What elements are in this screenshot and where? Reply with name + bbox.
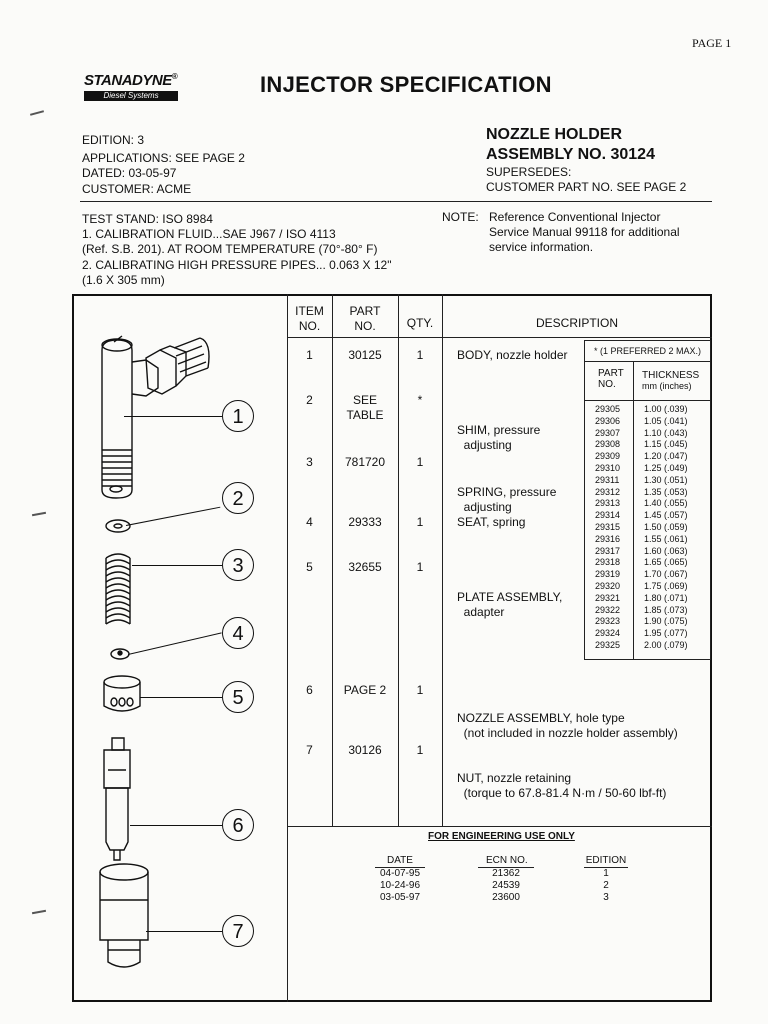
eng-date: 04-07-95 bbox=[379, 868, 421, 879]
shim-part-number: 29320 bbox=[595, 580, 621, 591]
body-nozzle-holder-icon bbox=[102, 336, 209, 498]
shim-part-number: 29306 bbox=[595, 415, 621, 426]
shim-part-number: 29321 bbox=[595, 592, 621, 603]
shim-part-number: 29310 bbox=[595, 462, 621, 473]
description: SHIM, pressure adjusting bbox=[457, 423, 541, 452]
eng-header-date: DATE bbox=[387, 855, 413, 866]
exploded-view-drawing bbox=[74, 300, 286, 1000]
part-number: SEE TABLE bbox=[346, 393, 384, 422]
eng-ecn: 24539 bbox=[492, 880, 520, 891]
shim-thickness: 1.45 (.057) bbox=[644, 510, 688, 521]
col-divider-qty bbox=[442, 294, 443, 826]
pressure-pipes: 2. CALIBRATING HIGH PRESSURE PIPES... 0.063 X 12" bbox=[82, 258, 392, 272]
callout-1: 1 bbox=[222, 400, 254, 432]
shim-col-part: PART NO. bbox=[598, 368, 624, 390]
engineering-title: FOR ENGINEERING USE ONLY bbox=[428, 831, 575, 842]
shim-thickness: 1.50 (.059) bbox=[644, 521, 688, 532]
header-item: ITEM NO. bbox=[295, 304, 324, 333]
company-logo: STANADYNE® bbox=[84, 72, 178, 89]
shim-rows bbox=[584, 404, 712, 652]
shim-row bbox=[584, 416, 712, 428]
eng-edition: 3 bbox=[603, 892, 609, 903]
shim-thickness: 1.65 (.065) bbox=[644, 557, 688, 568]
shim-row bbox=[584, 498, 712, 510]
quantity: 1 bbox=[416, 455, 424, 469]
shim-part-number: 29323 bbox=[595, 616, 621, 627]
shim-thickness: 1.20 (.047) bbox=[644, 451, 688, 462]
nozzle-nut-icon bbox=[100, 864, 148, 967]
shim-part-number: 29322 bbox=[595, 604, 621, 615]
punch-mark bbox=[32, 512, 46, 516]
punch-mark bbox=[30, 110, 44, 116]
item-number: 2 bbox=[306, 393, 313, 407]
applications-field: APPLICATIONS: SEE PAGE 2 bbox=[82, 151, 245, 165]
part-number: 30125 bbox=[348, 348, 382, 362]
shim-part-number: 29312 bbox=[595, 486, 621, 497]
shim-part-number: 29313 bbox=[595, 498, 621, 509]
shim-part-number: 29316 bbox=[595, 533, 621, 544]
eng-header-ecn: ECN NO. bbox=[486, 855, 528, 866]
callout-leader bbox=[124, 416, 222, 417]
customer-part-field: CUSTOMER PART NO. SEE PAGE 2 bbox=[486, 180, 687, 194]
item-number: 4 bbox=[306, 515, 313, 529]
shim-row bbox=[584, 510, 712, 522]
shim-thickness: 1.55 (.061) bbox=[644, 533, 688, 544]
shim-part-number: 29305 bbox=[595, 404, 621, 414]
quantity: 1 bbox=[416, 348, 424, 362]
shim-thickness: 1.40 (.055) bbox=[644, 498, 688, 509]
shim-part-number: 29308 bbox=[595, 439, 621, 450]
shim-thickness: 1.60 (.063) bbox=[644, 545, 688, 556]
callout-leader bbox=[132, 565, 222, 566]
callout-leader bbox=[140, 697, 222, 698]
eng-date: 10-24-96 bbox=[379, 880, 421, 891]
test-stand: TEST STAND: ISO 8984 bbox=[82, 212, 213, 226]
assembly-number: ASSEMBLY NO. 30124 bbox=[486, 146, 655, 163]
shim-row bbox=[584, 546, 712, 558]
shim-part-number: 29324 bbox=[595, 628, 621, 639]
shim-part-number: 29309 bbox=[595, 451, 621, 462]
quantity: 1 bbox=[416, 515, 424, 529]
callout-leader bbox=[130, 825, 222, 826]
item-number: 3 bbox=[306, 455, 313, 469]
shim-row bbox=[584, 640, 712, 652]
eng-ecn: 23600 bbox=[492, 892, 520, 903]
header-part: PART NO. bbox=[349, 304, 381, 333]
description: NOZZLE ASSEMBLY, hole type (not included in nozzle holder assembly) bbox=[457, 711, 678, 740]
edition-field: EDITION: 3 bbox=[82, 133, 145, 147]
callout-3: 3 bbox=[222, 549, 254, 581]
callout-leader bbox=[146, 931, 222, 932]
eng-edition: 2 bbox=[603, 880, 609, 891]
quantity: * bbox=[417, 393, 423, 407]
quantity: 1 bbox=[416, 560, 424, 574]
shim-row bbox=[584, 557, 712, 569]
shim-thickness: 1.05 (.041) bbox=[644, 415, 688, 426]
part-number: 781720 bbox=[344, 455, 386, 469]
spring-seat-icon bbox=[111, 649, 129, 659]
dated-field: DATED: 03-05-97 bbox=[82, 166, 177, 180]
shim-row bbox=[584, 581, 712, 593]
shim-row bbox=[584, 439, 712, 451]
shim-thickness: 1.80 (.071) bbox=[644, 592, 688, 603]
shim-thickness: 1.95 (.077) bbox=[644, 628, 688, 639]
shim-table bbox=[584, 340, 712, 662]
shim-thickness: 1.85 (.073) bbox=[644, 604, 688, 615]
punch-mark bbox=[32, 910, 46, 914]
shim-thickness: 1.90 (.075) bbox=[644, 616, 688, 627]
customer-field: CUSTOMER: ACME bbox=[82, 182, 192, 196]
note-line-3: service information. bbox=[489, 240, 594, 254]
shim-part-number: 29315 bbox=[595, 521, 621, 532]
shim-row bbox=[584, 534, 712, 546]
pressure-pipes-metric: (1.6 X 305 mm) bbox=[82, 273, 165, 287]
shim-part-number: 29314 bbox=[595, 510, 621, 521]
shim-row bbox=[584, 428, 712, 440]
shim-row bbox=[584, 451, 712, 463]
calibration-ref: (Ref. S.B. 201). AT ROOM TEMPERATURE (70°-80° F) bbox=[82, 242, 378, 256]
shim-part-number: 29317 bbox=[595, 545, 621, 556]
description: NUT, nozzle retaining (torque to 67.8-81.4 N·m / 50-60 lbf-ft) bbox=[457, 771, 667, 800]
shim-row bbox=[584, 404, 712, 416]
logo-subtitle: Diesel Systems bbox=[84, 91, 178, 101]
shim-col-thickness: THICKNESS mm (inches) bbox=[642, 370, 700, 391]
shim-row bbox=[584, 463, 712, 475]
description: SEAT, spring bbox=[457, 515, 526, 529]
shim-row bbox=[584, 487, 712, 499]
shim-part-number: 29311 bbox=[595, 474, 620, 485]
shim-row bbox=[584, 475, 712, 487]
shim-thickness: 1.15 (.045) bbox=[644, 439, 688, 450]
note-line-1: Reference Conventional Injector bbox=[489, 210, 661, 224]
item-number: 5 bbox=[306, 560, 313, 574]
supersedes-field: SUPERSEDES: bbox=[486, 165, 572, 179]
engineering-divider bbox=[287, 826, 712, 827]
item-number: 7 bbox=[306, 743, 313, 757]
spring-icon bbox=[106, 554, 130, 624]
nozzle-icon bbox=[104, 738, 130, 860]
eng-ecn: 21362 bbox=[492, 868, 520, 879]
shim-thickness: 1.00 (.039) bbox=[644, 404, 688, 414]
shim-row bbox=[584, 569, 712, 581]
description: BODY, nozzle holder bbox=[457, 348, 568, 362]
header-underline bbox=[287, 337, 712, 338]
header-description: DESCRIPTION bbox=[535, 316, 618, 330]
shim-thickness: 1.25 (.049) bbox=[644, 462, 688, 473]
shim-row bbox=[584, 616, 712, 628]
quantity: 1 bbox=[416, 683, 424, 697]
eng-edition: 1 bbox=[603, 868, 609, 879]
part-number: 29333 bbox=[348, 515, 382, 529]
callout-6: 6 bbox=[222, 809, 254, 841]
eng-header-edition: EDITION bbox=[585, 855, 627, 866]
eng-date: 03-05-97 bbox=[379, 892, 421, 903]
shim-thickness: 2.00 (.079) bbox=[644, 639, 688, 650]
shim-row bbox=[584, 593, 712, 605]
part-number: 30126 bbox=[348, 743, 382, 757]
callout-2: 2 bbox=[222, 482, 254, 514]
nozzle-holder-heading: NOZZLE HOLDER bbox=[486, 126, 622, 143]
page-number: PAGE 1 bbox=[692, 36, 732, 50]
header-qty: QTY. bbox=[406, 316, 434, 330]
shim-thickness: 1.30 (.051) bbox=[644, 474, 688, 485]
shim-part-number: 29325 bbox=[595, 639, 621, 650]
shim-part-number: 29318 bbox=[595, 557, 621, 568]
description: PLATE ASSEMBLY, adapter bbox=[457, 590, 563, 619]
part-number: PAGE 2 bbox=[343, 683, 387, 697]
shim-note: * (1 PREFERRED 2 MAX.) bbox=[584, 340, 711, 362]
page-title: INJECTOR SPECIFICATION bbox=[260, 72, 552, 97]
calibration-fluid: 1. CALIBRATION FLUID...SAE J967 / ISO 4113 bbox=[82, 227, 336, 241]
part-number: 32655 bbox=[348, 560, 382, 574]
quantity: 1 bbox=[416, 743, 424, 757]
adapter-plate-icon bbox=[104, 676, 140, 711]
shim-icon bbox=[106, 520, 130, 532]
callout-7: 7 bbox=[222, 915, 254, 947]
shim-row bbox=[584, 522, 712, 534]
shim-part-number: 29319 bbox=[595, 569, 621, 580]
shim-row bbox=[584, 605, 712, 617]
description: SPRING, pressure adjusting bbox=[457, 485, 557, 514]
shim-thickness: 1.10 (.043) bbox=[644, 427, 688, 438]
shim-part-number: 29307 bbox=[595, 427, 621, 438]
shim-thickness: 1.70 (.067) bbox=[644, 569, 688, 580]
callout-4: 4 bbox=[222, 617, 254, 649]
shim-thickness: 1.75 (.069) bbox=[644, 580, 688, 591]
note-line-2: Service Manual 99118 for additional bbox=[489, 225, 680, 239]
item-number: 6 bbox=[306, 683, 313, 697]
shim-row bbox=[584, 628, 712, 640]
header-divider bbox=[80, 201, 712, 202]
item-number: 1 bbox=[306, 348, 313, 362]
note-label: NOTE: bbox=[442, 210, 479, 224]
shim-thickness: 1.35 (.053) bbox=[644, 486, 688, 497]
callout-5: 5 bbox=[222, 681, 254, 713]
